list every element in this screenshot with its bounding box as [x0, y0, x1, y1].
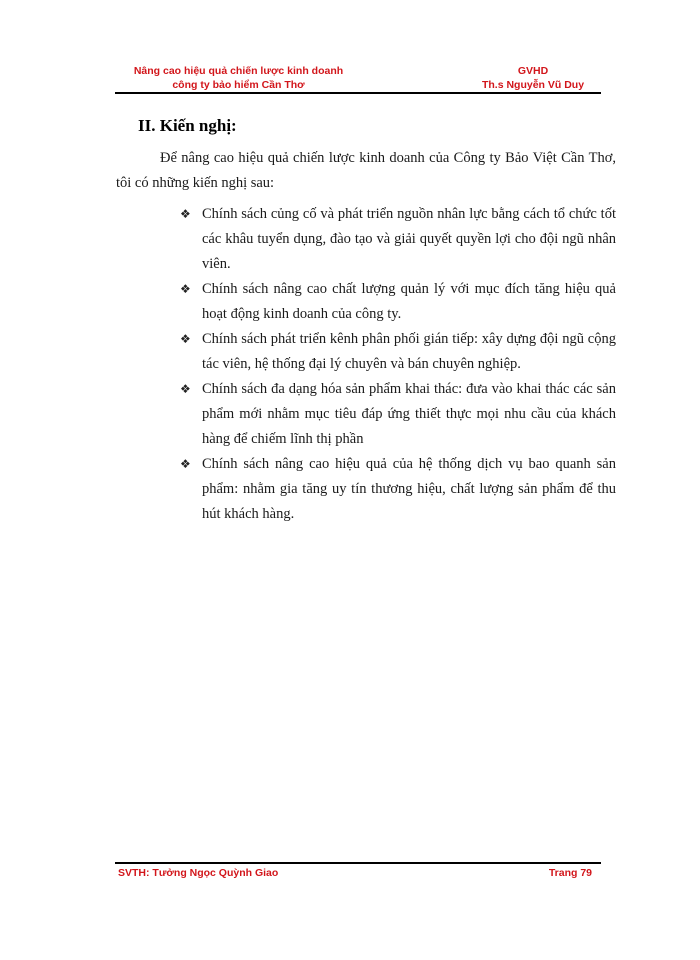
header-document-title	[116, 64, 361, 92]
diamond-bullet-icon: ❖	[180, 332, 191, 346]
list-item-text: Chính sách đa dạng hóa sản phẩm khai thác: đưa vào khai thác các sản phẩm mới nhằm mục tiêu đáp ứng thiết thực mọi nhu cầu của khách hàng để chiếm lĩnh thị phần	[202, 381, 616, 447]
header-rule	[115, 92, 601, 94]
list-item-text: Chính sách phát triển kênh phân phối gián tiếp: xây dựng đội ngũ cộng tác viên, hệ thống đại lý chuyên và bán chuyên nghiệp.	[202, 331, 616, 372]
diamond-bullet-icon: ❖	[180, 282, 191, 296]
list-item-text: Chính sách nâng cao hiệu quả của hệ thống dịch vụ bao quanh sản phẩm: nhằm gia tăng uy tín thương hiệu, chất lượng sản phẩm để thu hút khách hàng.	[202, 456, 616, 522]
diamond-bullet-icon: ❖	[180, 207, 191, 221]
header-title-line-1: Nâng cao hiệu quả chiến lược kinh doanh	[133, 65, 344, 77]
recommendation-list	[180, 202, 616, 527]
list-item	[180, 452, 616, 527]
list-item	[180, 202, 616, 277]
list-item-text: Chính sách nâng cao chất lượng quản lý với mục đích tăng hiệu quả hoạt động kinh doanh của công ty.	[202, 281, 616, 322]
list-item	[180, 377, 616, 452]
section-title: II. Kiến nghị:	[138, 116, 237, 135]
header-advisor	[468, 64, 598, 92]
footer-page-number: Trang 79	[548, 867, 592, 879]
header-title-line-2: công ty bảo hiểm Cần Thơ	[172, 79, 305, 91]
diamond-bullet-icon: ❖	[180, 382, 191, 396]
intro-paragraph: Để nâng cao hiệu quả chiến lược kinh doanh của Công ty Bảo Việt Cần Thơ, tôi có những kiến nghị sau:	[116, 150, 616, 191]
diamond-bullet-icon: ❖	[180, 457, 191, 471]
header-advisor-label: GVHD	[517, 65, 549, 77]
list-item	[180, 327, 616, 377]
footer-rule	[115, 862, 601, 864]
header-advisor-name: Th.s Nguyễn Vũ Duy	[481, 79, 585, 91]
footer-student-name: SVTH: Tưởng Ngọc Quỳnh Giao	[118, 867, 279, 879]
list-item-text: Chính sách củng cố và phát triển nguồn nhân lực bằng cách tổ chức tốt các khâu tuyển dụng, đào tạo và giải quyết quyền lợi cho đội ngũ nhân viên.	[202, 206, 616, 272]
list-item	[180, 277, 616, 327]
